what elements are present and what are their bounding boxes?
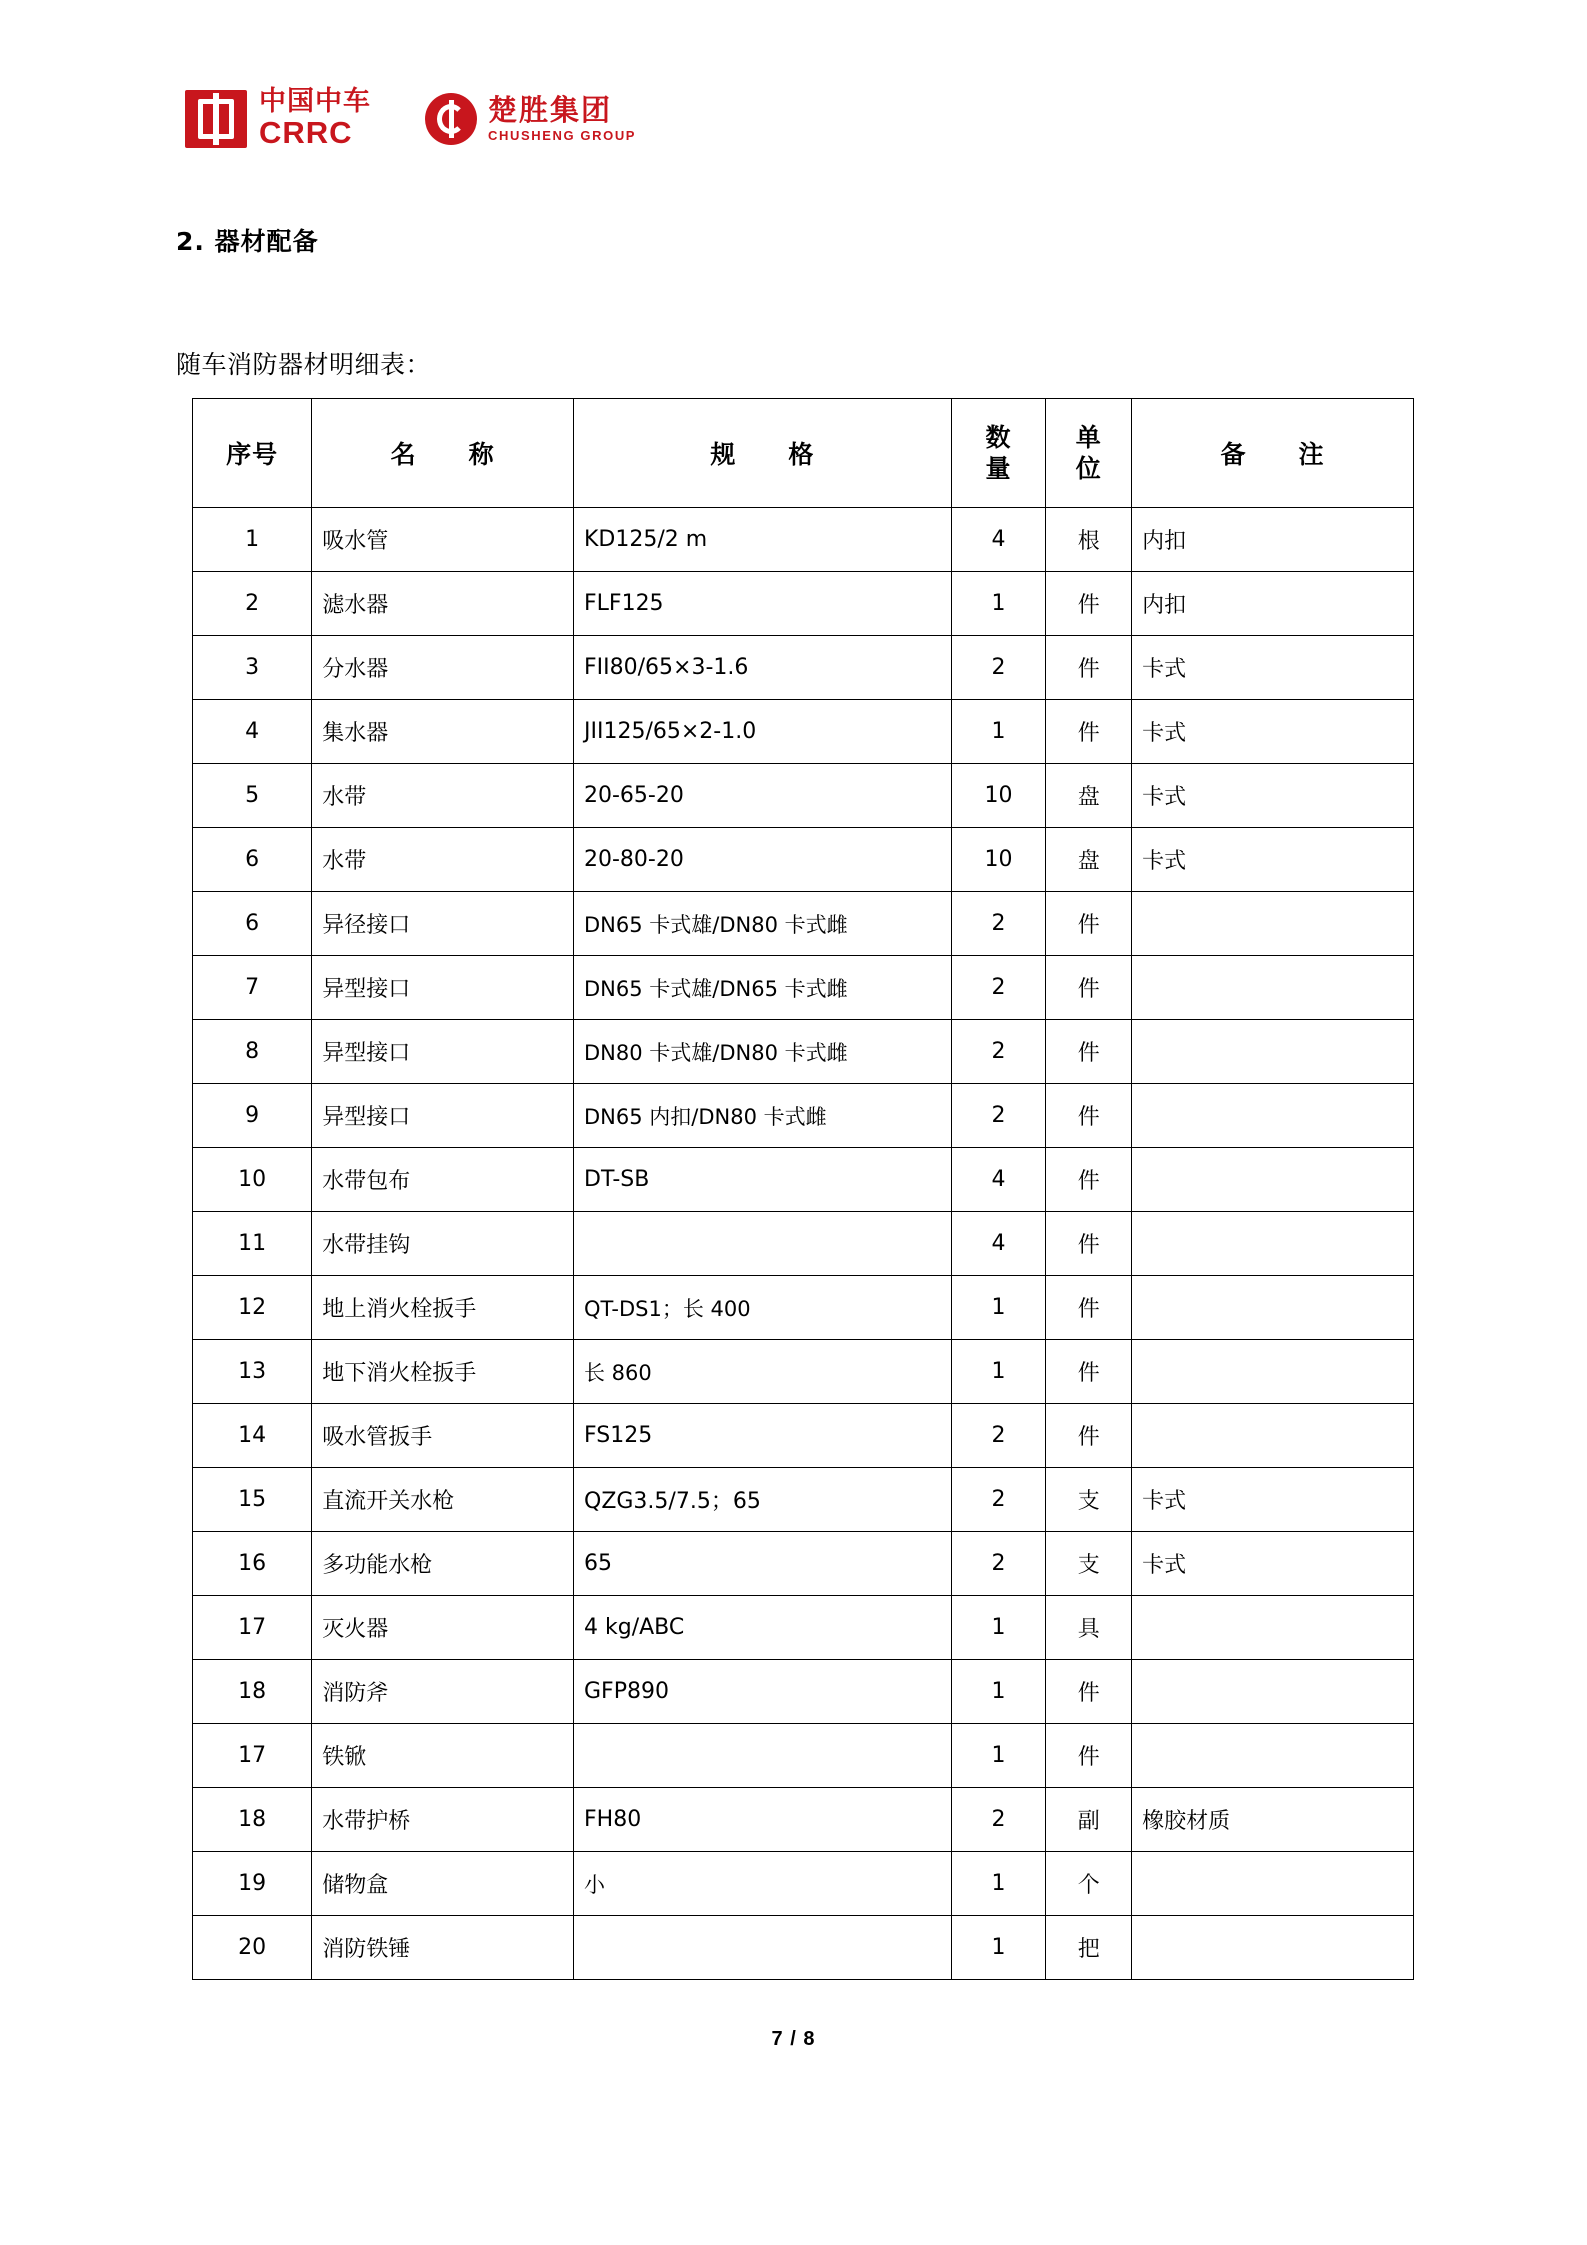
header-quantity [951,399,1046,508]
cell-note [1132,1148,1414,1212]
cell-quantity: 4 [951,1212,1046,1276]
chusheng-logo-en: CHUSHENG GROUP [488,127,637,143]
cell-name: 异型接口 [312,1020,574,1084]
cell-note [1132,1916,1414,1980]
table-header [193,399,1414,508]
cell-quantity: 1 [951,1916,1046,1980]
cell-unit: 件 [1046,1660,1132,1724]
cell-quantity: 2 [951,892,1046,956]
cell-unit: 件 [1046,1020,1132,1084]
cell-name: 异型接口 [312,1084,574,1148]
cell-index: 4 [193,700,312,764]
cell-index: 1 [193,508,312,572]
cell-spec: JII125/65×2-1.0 [574,700,952,764]
cell-index: 6 [193,828,312,892]
cell-spec: 20-80-20 [574,828,952,892]
cell-index: 9 [193,1084,312,1148]
cell-note [1132,1404,1414,1468]
table-row [193,1532,1414,1596]
table-caption: 随车消防器材明细表： [176,350,432,379]
cell-name: 吸水管 [312,508,574,572]
section-title: 2. 器材配备 [176,227,319,256]
cell-note [1132,1340,1414,1404]
cell-quantity: 2 [951,956,1046,1020]
cell-unit: 副 [1046,1788,1132,1852]
cell-unit: 件 [1046,572,1132,636]
cell-quantity: 1 [951,1724,1046,1788]
cell-unit: 件 [1046,636,1132,700]
cell-note: 卡式 [1132,828,1414,892]
table-row [193,956,1414,1020]
cell-unit: 件 [1046,956,1132,1020]
table-row [193,1084,1414,1148]
cell-index: 20 [193,1916,312,1980]
table-row [193,1596,1414,1660]
cell-spec [574,1916,952,1980]
equipment-table-wrapper [192,398,1414,1980]
cell-name: 地下消火栓扳手 [312,1340,574,1404]
header-unit-line1: 单 [1075,422,1102,452]
table-row [193,764,1414,828]
table-row [193,892,1414,956]
header-index: 序号 [193,399,312,508]
cell-spec: GFP890 [574,1660,952,1724]
cell-unit: 件 [1046,1276,1132,1340]
chusheng-logo-icon [425,93,477,145]
cell-spec: DN65 卡式雄/DN80 卡式雌 [574,892,952,956]
cell-name: 水带 [312,828,574,892]
cell-name: 水带挂钩 [312,1212,574,1276]
cell-spec: DN80 卡式雄/DN80 卡式雌 [574,1020,952,1084]
table-body [193,508,1414,1980]
cell-note: 卡式 [1132,700,1414,764]
cell-name: 分水器 [312,636,574,700]
table-row [193,1020,1414,1084]
cell-quantity: 4 [951,508,1046,572]
cell-quantity: 2 [951,636,1046,700]
cell-unit: 件 [1046,1084,1132,1148]
cell-unit: 支 [1046,1468,1132,1532]
cell-name: 铁锨 [312,1724,574,1788]
table-row [193,1852,1414,1916]
cell-note: 卡式 [1132,636,1414,700]
cell-index: 16 [193,1532,312,1596]
cell-quantity: 10 [951,828,1046,892]
cell-note [1132,956,1414,1020]
cell-quantity: 2 [951,1532,1046,1596]
cell-spec: 4 kg/ABC [574,1596,952,1660]
header-quantity-line1: 数 [985,422,1012,452]
cell-name: 水带 [312,764,574,828]
cell-index: 8 [193,1020,312,1084]
cell-unit: 件 [1046,1724,1132,1788]
table-row [193,572,1414,636]
cell-quantity: 2 [951,1020,1046,1084]
cell-unit: 件 [1046,700,1132,764]
cell-index: 14 [193,1404,312,1468]
table-row [193,1724,1414,1788]
crrc-logo-en: CRRC [259,115,353,151]
cell-spec: FLF125 [574,572,952,636]
header-unit [1046,399,1132,508]
cell-name: 集水器 [312,700,574,764]
cell-spec: DN65 内扣/DN80 卡式雌 [574,1084,952,1148]
cell-spec: 长 860 [574,1340,952,1404]
cell-quantity: 2 [951,1468,1046,1532]
cell-index: 6 [193,892,312,956]
header-quantity-line2: 量 [985,454,1012,483]
cell-unit: 盘 [1046,828,1132,892]
cell-quantity: 1 [951,1852,1046,1916]
cell-note [1132,892,1414,956]
cell-note [1132,1724,1414,1788]
cell-note [1132,1084,1414,1148]
cell-unit: 件 [1046,1148,1132,1212]
cell-spec: DN65 卡式雄/DN65 卡式雌 [574,956,952,1020]
cell-index: 18 [193,1788,312,1852]
cell-spec: 20-65-20 [574,764,952,828]
cell-quantity: 1 [951,572,1046,636]
cell-note [1132,1212,1414,1276]
cell-name: 异径接口 [312,892,574,956]
cell-quantity: 1 [951,1596,1046,1660]
table-header-row [193,399,1414,508]
crrc-logo [185,88,371,150]
chusheng-logo-cn: 楚胜集团 [488,93,613,128]
cell-name: 水带护桥 [312,1788,574,1852]
cell-name: 水带包布 [312,1148,574,1212]
cell-note: 卡式 [1132,764,1414,828]
page-footer: 7 / 8 [771,2028,816,2050]
cell-note: 内扣 [1132,508,1414,572]
cell-note: 内扣 [1132,572,1414,636]
table-row [193,1404,1414,1468]
header-spec: 规 格 [574,399,952,508]
cell-spec: DT-SB [574,1148,952,1212]
cell-index: 3 [193,636,312,700]
cell-index: 18 [193,1660,312,1724]
cell-spec: KD125/2 m [574,508,952,572]
table-row [193,828,1414,892]
cell-quantity: 1 [951,1340,1046,1404]
table-row [193,1212,1414,1276]
table-row [193,1916,1414,1980]
crrc-logo-icon [185,90,247,148]
cell-index: 17 [193,1596,312,1660]
cell-name: 灭火器 [312,1596,574,1660]
crrc-logo-cn: 中国中车 [259,86,371,117]
equipment-table [192,398,1414,1980]
cell-index: 12 [193,1276,312,1340]
cell-spec [574,1724,952,1788]
cell-note [1132,1660,1414,1724]
cell-name: 直流开关水枪 [312,1468,574,1532]
chusheng-logo-text [488,95,636,142]
cell-unit: 根 [1046,508,1132,572]
cell-note [1132,1852,1414,1916]
cell-index: 19 [193,1852,312,1916]
cell-index: 11 [193,1212,312,1276]
header-unit-line2: 位 [1075,454,1102,483]
table-row [193,1468,1414,1532]
table-row [193,1276,1414,1340]
cell-quantity: 1 [951,700,1046,764]
cell-quantity: 2 [951,1788,1046,1852]
table-row [193,1148,1414,1212]
cell-quantity: 1 [951,1276,1046,1340]
cell-name: 消防斧 [312,1660,574,1724]
cell-index: 5 [193,764,312,828]
table-row [193,700,1414,764]
cell-name: 吸水管扳手 [312,1404,574,1468]
cell-index: 10 [193,1148,312,1212]
cell-spec [574,1212,952,1276]
header-name: 名 称 [312,399,574,508]
cell-quantity: 1 [951,1660,1046,1724]
cell-quantity: 4 [951,1148,1046,1212]
cell-index: 7 [193,956,312,1020]
cell-spec: QT-DS1；长 400 [574,1276,952,1340]
cell-name: 滤水器 [312,572,574,636]
table-row [193,508,1414,572]
table-row [193,1660,1414,1724]
cell-note: 橡胶材质 [1132,1788,1414,1852]
chusheng-logo [425,93,636,145]
cell-spec: 65 [574,1532,952,1596]
table-row [193,1340,1414,1404]
cell-index: 15 [193,1468,312,1532]
cell-unit: 个 [1046,1852,1132,1916]
cell-note [1132,1276,1414,1340]
cell-unit: 件 [1046,1212,1132,1276]
cell-note: 卡式 [1132,1468,1414,1532]
cell-name: 地上消火栓扳手 [312,1276,574,1340]
cell-name: 多功能水枪 [312,1532,574,1596]
cell-spec: FS125 [574,1404,952,1468]
cell-index: 17 [193,1724,312,1788]
cell-note: 卡式 [1132,1532,1414,1596]
cell-unit: 把 [1046,1916,1132,1980]
cell-note [1132,1020,1414,1084]
crrc-logo-text [259,88,371,150]
cell-unit: 盘 [1046,764,1132,828]
cell-unit: 支 [1046,1532,1132,1596]
header-note: 备 注 [1132,399,1414,508]
cell-spec: 小 [574,1852,952,1916]
cell-quantity: 2 [951,1084,1046,1148]
cell-unit: 具 [1046,1596,1132,1660]
table-row [193,1788,1414,1852]
cell-spec: QZG3.5/7.5；65 [574,1468,952,1532]
table-row [193,636,1414,700]
cell-quantity: 2 [951,1404,1046,1468]
page-header [185,88,636,150]
cell-name: 储物盒 [312,1852,574,1916]
cell-unit: 件 [1046,1404,1132,1468]
cell-quantity: 10 [951,764,1046,828]
cell-spec: FII80/65×3-1.6 [574,636,952,700]
cell-index: 13 [193,1340,312,1404]
cell-note [1132,1596,1414,1660]
cell-unit: 件 [1046,1340,1132,1404]
cell-spec: FH80 [574,1788,952,1852]
cell-name: 消防铁锤 [312,1916,574,1980]
cell-unit: 件 [1046,892,1132,956]
cell-index: 2 [193,572,312,636]
cell-name: 异型接口 [312,956,574,1020]
